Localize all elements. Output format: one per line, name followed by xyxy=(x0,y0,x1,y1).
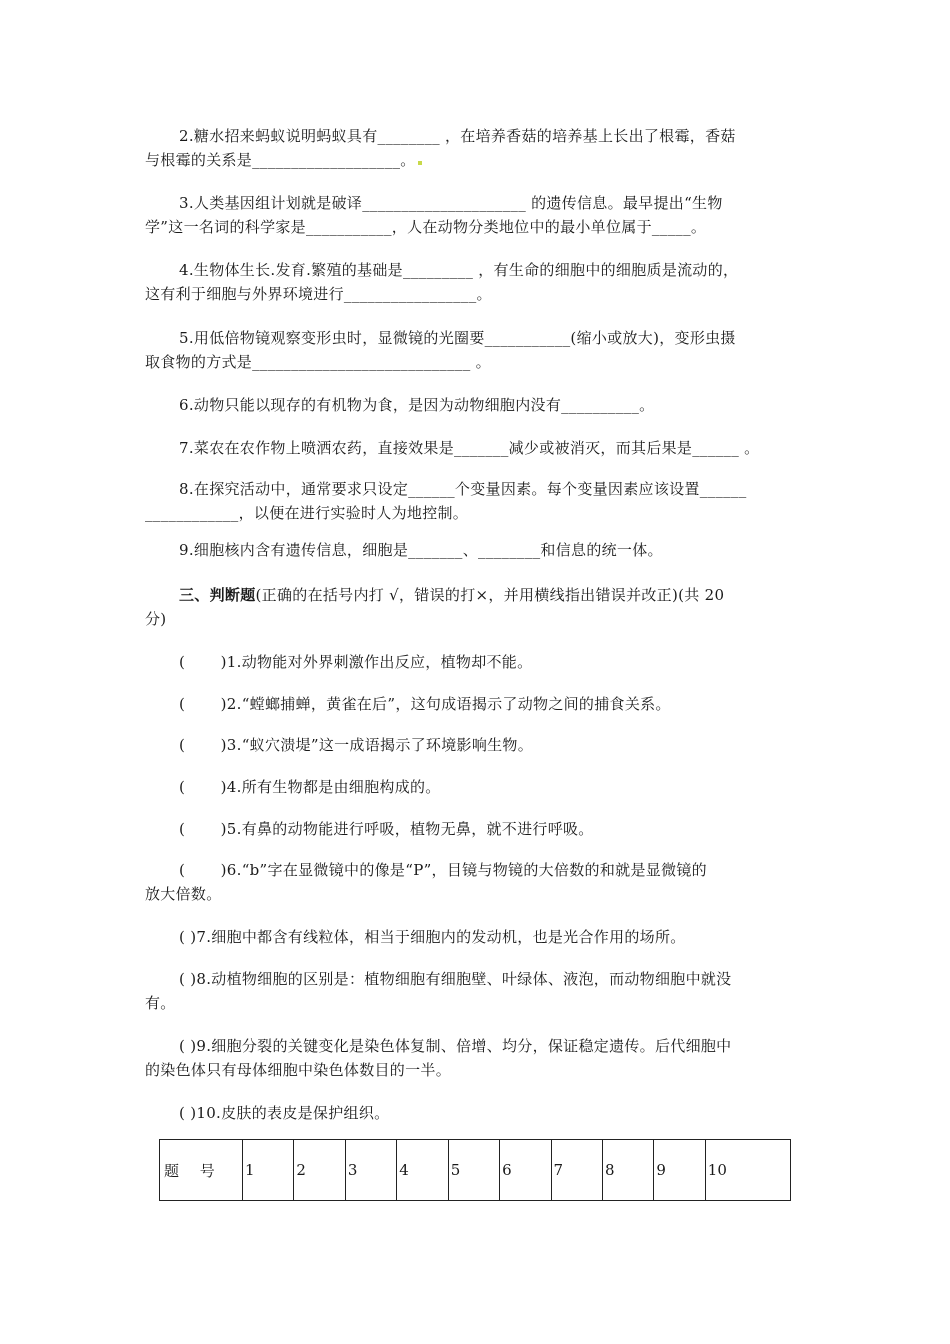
table-cell[interactable]: 9 xyxy=(654,1140,705,1201)
table-cell[interactable]: 4 xyxy=(397,1140,448,1201)
judge-item-2: ( )2.“螳螂捕蝉，黄雀在后”，这句成语揭示了动物之间的捕食关系。 xyxy=(179,695,671,713)
fill-question-2: 2.糖水招来蚂蚁说明蚂蚁具有________ ，在培养香菇的培养基上长出了根霉，香菇 与根霉的关系是___________________。 xyxy=(145,127,736,169)
section-desc: (正确的在括号内打 √，错误的打×，并用横线指出错误并改正)(共 20 xyxy=(255,586,725,604)
table-cell[interactable]: 6 xyxy=(500,1140,551,1201)
fill-question-6: 6.动物只能以现存的有机物为食，是因为动物细胞内没有__________。 xyxy=(179,396,655,414)
table-cell[interactable]: 3 xyxy=(345,1140,396,1201)
fill-question-9: 9.细胞核内含有遗传信息，细胞是_______、________和信息的统一体。 xyxy=(179,541,663,559)
fill-question-3: 3.人类基因组计划就是破译_____________________ 的遗传信息。最早提出“生物 学”这一名词的科学家是___________，人在动物分类地位中的最小单位属于_____。 xyxy=(145,194,723,236)
table-cell[interactable]: 2 xyxy=(294,1140,345,1201)
judge-item-9: ( )9.细胞分裂的关键变化是染色体复制、倍增、均分，保证稳定遗传。后代细胞中 的染色体只有母体细胞中染色体数目的一半。 xyxy=(145,1037,732,1079)
table-cell[interactable]: 7 xyxy=(551,1140,602,1201)
judge-item-3: ( )3.“蚁穴溃堤”这一成语揭示了环境影响生物。 xyxy=(179,736,534,754)
table-cell[interactable]: 5 xyxy=(448,1140,499,1201)
judge-item-10: ( )10.皮肤的表皮是保护组织。 xyxy=(179,1104,390,1122)
table-header-cell: 题 号 xyxy=(160,1140,243,1201)
judge-item-6: ( )6.“b”字在显微镜中的像是“P”，目镜与物镜的大倍数的和就是显微镜的 放大倍数。 xyxy=(145,861,707,903)
table-row xyxy=(160,1140,791,1201)
judge-item-5: ( )5.有鼻的动物能进行呼吸，植物无鼻，就不进行呼吸。 xyxy=(179,820,594,838)
judge-item-4: ( )4.所有生物都是由细胞构成的。 xyxy=(179,778,441,796)
fill-question-5: 5.用低倍物镜观察变形虫时，显微镜的光圈要___________(缩小或放大)，变形虫摄 取食物的方式是____________________________ 。 xyxy=(145,329,736,371)
table-cell[interactable]: 8 xyxy=(602,1140,653,1201)
section-title: 三、判断题 xyxy=(179,586,256,604)
fill-question-7: 7.菜农在农作物上喷洒农药，直接效果是_______减少或被消灭，而其后果是______ 。 xyxy=(179,439,760,457)
judge-item-1: ( )1.动物能对外界刺激作出反应，植物却不能。 xyxy=(179,653,533,671)
table-cell[interactable]: 1 xyxy=(243,1140,294,1201)
fill-question-4: 4.生物体生长.发育.繁殖的基础是_________ ，有生命的细胞中的细胞质是流动的， 这有利于细胞与外界环境进行_________________。 xyxy=(145,261,739,303)
section-3-heading: 三、判断题(正确的在括号内打 √，错误的打×，并用横线指出错误并改正)(共 20 分) xyxy=(145,586,725,628)
table-cell[interactable]: 10 xyxy=(705,1140,790,1201)
judge-item-7: ( )7.细胞中都含有线粒体，相当于细胞内的发动机，也是光合作用的场所。 xyxy=(179,928,686,946)
answer-table xyxy=(159,1139,791,1201)
scan-mark xyxy=(418,161,422,165)
judge-item-8: ( )8.动植物细胞的区别是：植物细胞有细胞壁、叶绿体、液泡，而动物细胞中就没 有。 xyxy=(145,970,732,1012)
fill-question-8: 8.在探究活动中，通常要求只设定______个变量因素。每个变量因素应该设置______ ____________，以便在进行实验时人为地控制。 xyxy=(145,480,747,522)
